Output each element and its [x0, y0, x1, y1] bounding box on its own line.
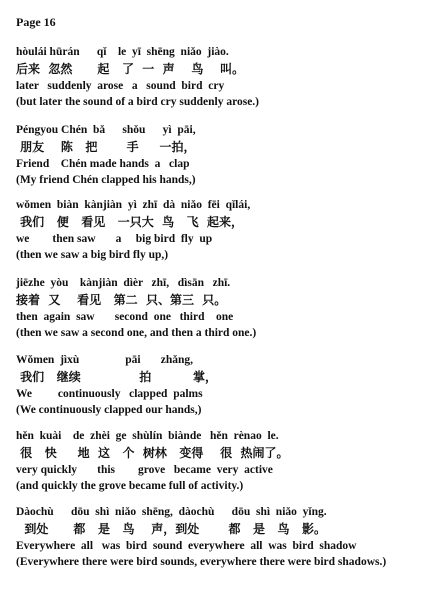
pinyin-line: hòulái hūrán qǐ le yī shēng niǎo jiào.: [16, 46, 229, 58]
translation-line: (My friend Chén clapped his hands,): [16, 174, 196, 186]
hanzi-line: 接着 又 看见 第二 只、第三 只。: [16, 293, 227, 307]
page-title: Page 16: [16, 15, 56, 29]
hanzi-line: 很 快 地 这 个 树林 变得 很 热闹了。: [16, 446, 289, 460]
english-gloss-line: Friend Chén made hands a clap: [16, 158, 190, 170]
english-gloss-line: then again saw second one third one: [16, 311, 234, 323]
sentence-block: [16, 504, 416, 570]
pinyin-line: wǒmen biàn kànjiàn yì zhī dà niǎo fēi qǐlái,: [16, 199, 251, 211]
sentence-block: [16, 44, 416, 110]
pinyin-line: hěn kuài de zhèi ge shùlín biànde hěn rènao le.: [16, 430, 279, 442]
translation-line: (We continuously clapped our hands,): [16, 404, 202, 416]
pinyin-line: Wǒmen jìxù pāi zhǎng,: [16, 354, 193, 366]
sentence-block: [16, 122, 416, 188]
hanzi-line: 我们 便 看见 一只大 鸟 飞 起来，: [16, 215, 244, 229]
pinyin-line: jiēzhe yòu kànjiàn dìèr zhī, dìsān zhī.: [16, 277, 231, 289]
sentence-block: [16, 352, 416, 418]
translation-line: (then we saw a big bird fly up,): [16, 249, 169, 261]
hanzi-line: 我们 继续 拍 掌，: [16, 370, 217, 384]
english-gloss-line: We continuously clapped palms: [16, 388, 203, 400]
pinyin-line: Péngyou Chén bǎ shǒu yì pāi,: [16, 124, 196, 136]
english-gloss-line: later suddenly arose a sound bird cry: [16, 80, 225, 92]
translation-line: (and quickly the grove became full of activity.): [16, 480, 244, 492]
translation-line: (but later the sound of a bird cry suddenly arose.): [16, 96, 260, 108]
sentence-block: [16, 197, 416, 263]
sentence-block: [16, 275, 416, 341]
translation-line: (Everywhere there were bird sounds, everywhere there were bird shadows.): [16, 556, 387, 568]
english-gloss-line: very quickly this grove became very active: [16, 464, 273, 476]
english-gloss-line: we then saw a big bird fly up: [16, 233, 213, 245]
hanzi-line: 朋友 陈 把 手 一拍，: [16, 140, 196, 154]
hanzi-line: 后来 忽然 起 了 一 声 鸟 叫。: [16, 62, 245, 76]
sentence-block: [16, 428, 416, 494]
pinyin-line: Dàochù dōu shì niǎo shēng, dàochù dōu shì niǎo yǐng.: [16, 506, 327, 518]
hanzi-line: 到处 都 是 鸟 声，到处 都 是 鸟 影。: [16, 522, 327, 536]
english-gloss-line: Everywhere all was bird sound everywhere all was bird shadow: [16, 540, 357, 552]
translation-line: (then we saw a second one, and then a third one.): [16, 327, 257, 339]
